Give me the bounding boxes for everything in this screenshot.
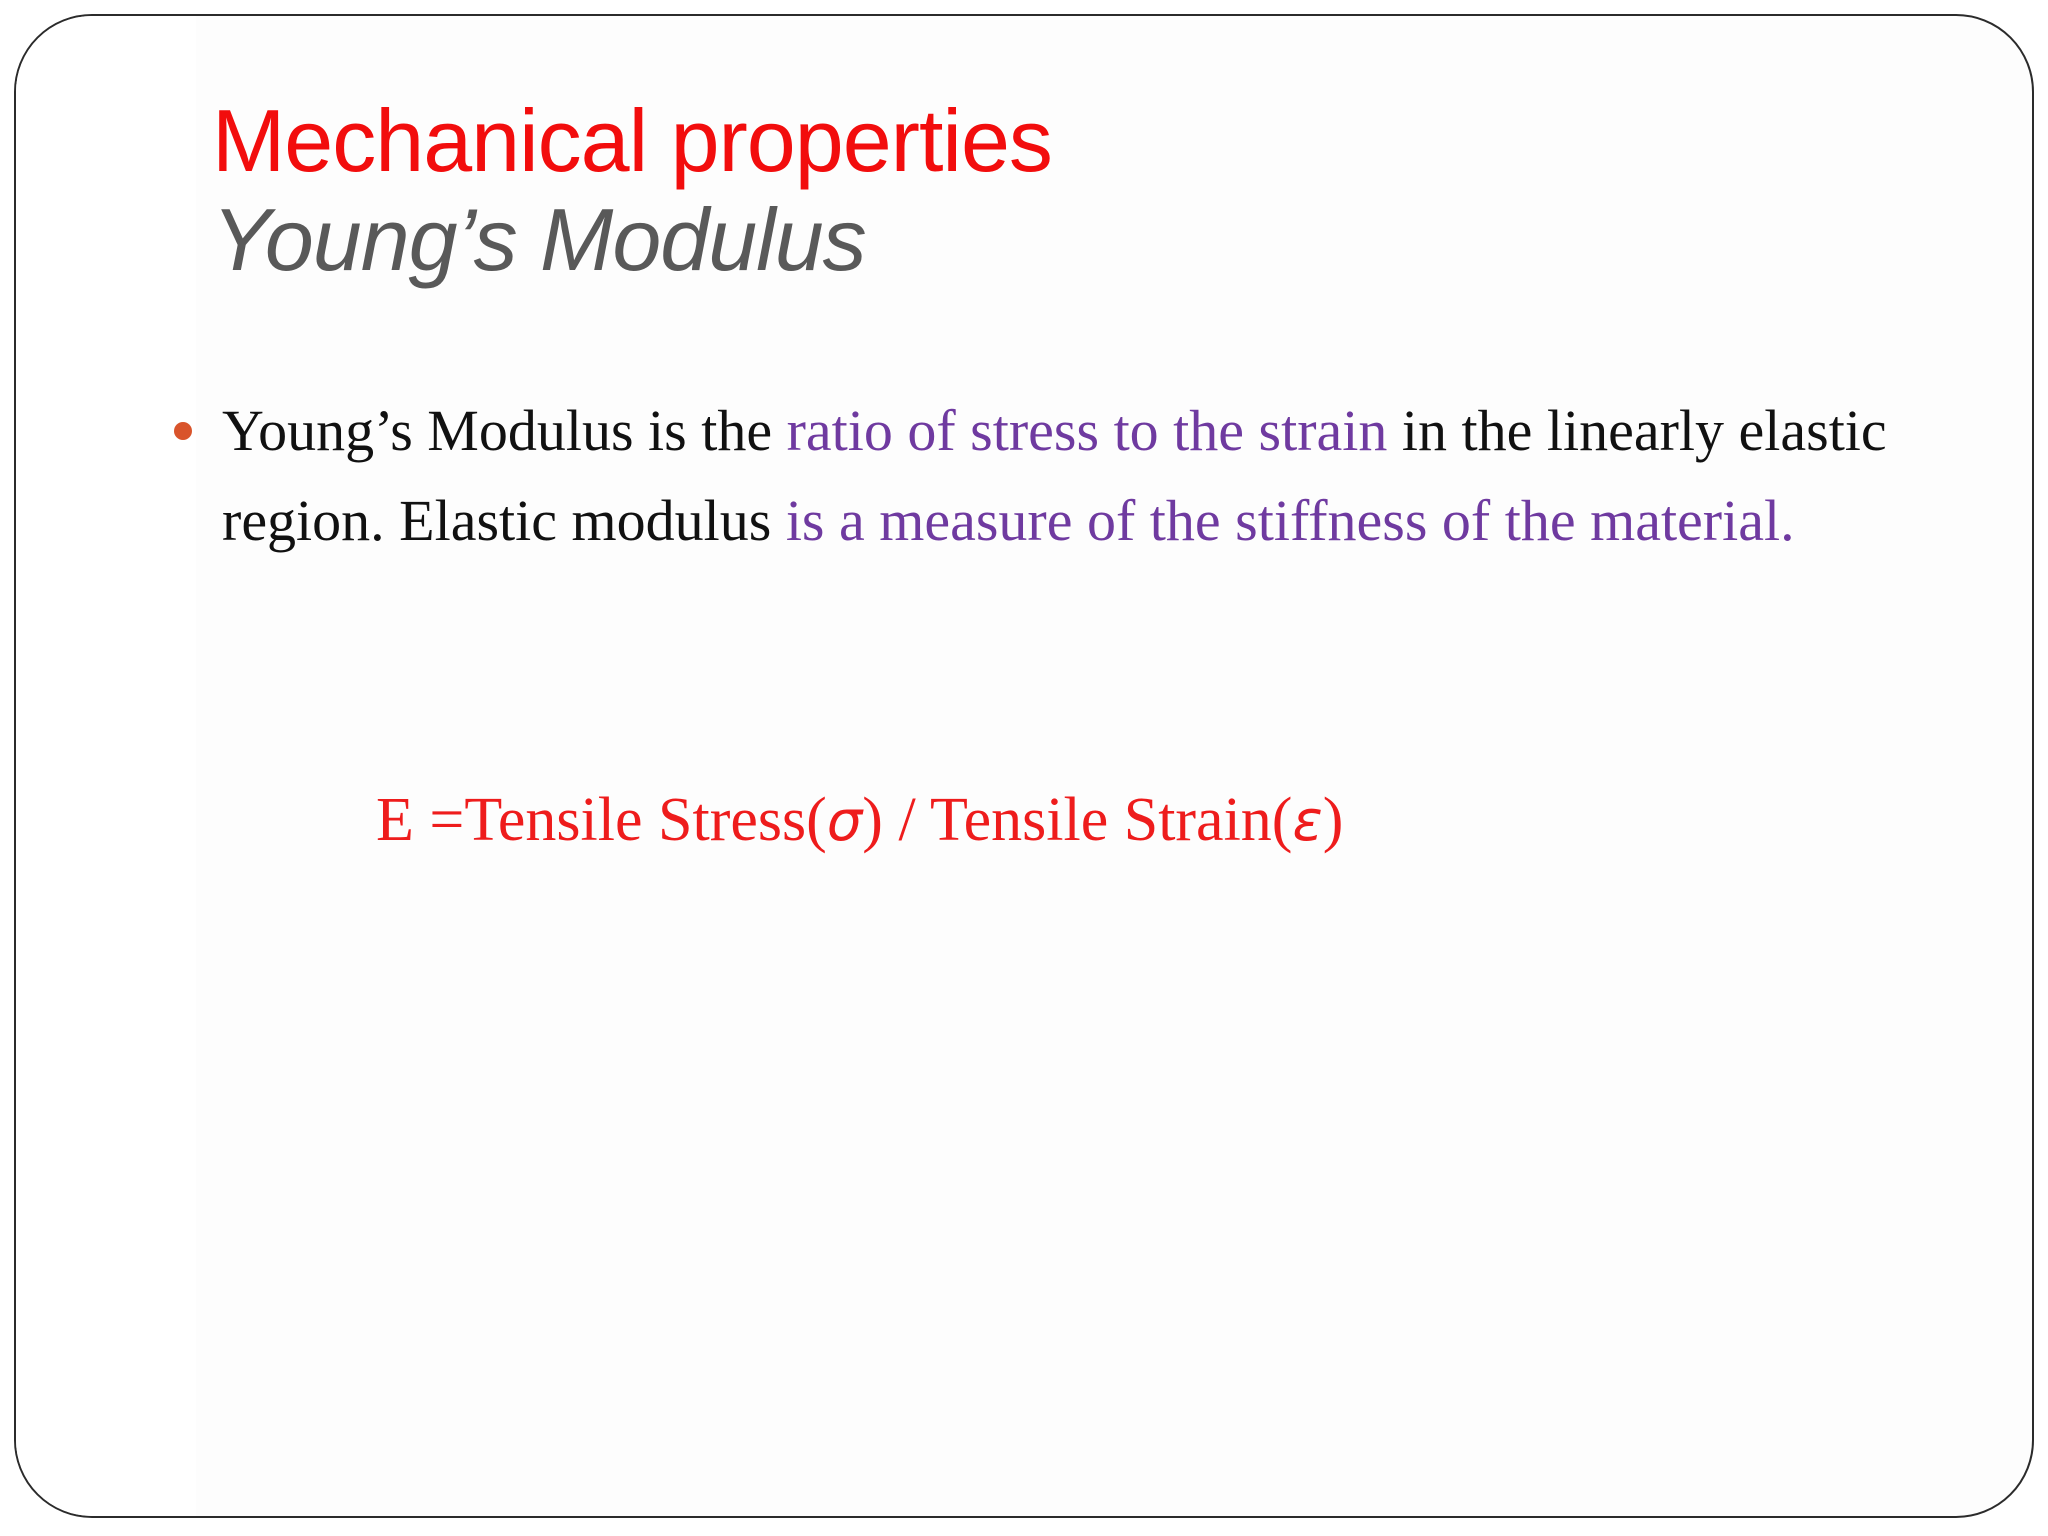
formula-strain-close: ) bbox=[1322, 786, 1344, 854]
formula-strain-label: Tensile Strain( bbox=[930, 786, 1293, 854]
bullet-text-part1: Young’s Modulus is the bbox=[222, 398, 787, 463]
bullet-highlight-ratio: ratio of stress to the strain bbox=[786, 398, 1388, 463]
bullet-text-part2: in the linearly elastic region. Elastic modulus bbox=[222, 398, 1887, 553]
bullet-dot-icon bbox=[174, 422, 192, 440]
formula-divider: / bbox=[882, 786, 931, 854]
slide-frame bbox=[14, 14, 2034, 1518]
formula-equals: = bbox=[429, 786, 465, 854]
bullet-highlight-stiffness: is a measure of the stiffness of the material. bbox=[785, 488, 1795, 553]
formula-sigma-symbol: σ bbox=[826, 789, 863, 854]
formula-lhs: E bbox=[376, 786, 430, 854]
bullet-paragraph bbox=[222, 386, 1982, 566]
title-subtitle: Young’s Modulus bbox=[212, 189, 866, 289]
formula-stress-label: Tensile Stress( bbox=[464, 786, 827, 854]
title-main: Mechanical properties bbox=[212, 91, 1052, 190]
formula-epsilon-symbol: ε bbox=[1292, 789, 1323, 854]
slide-title bbox=[212, 92, 1052, 289]
formula-stress-close: ) bbox=[862, 786, 883, 854]
youngs-modulus-formula bbox=[376, 780, 1343, 862]
slide-margin-band bbox=[16, 16, 196, 1516]
